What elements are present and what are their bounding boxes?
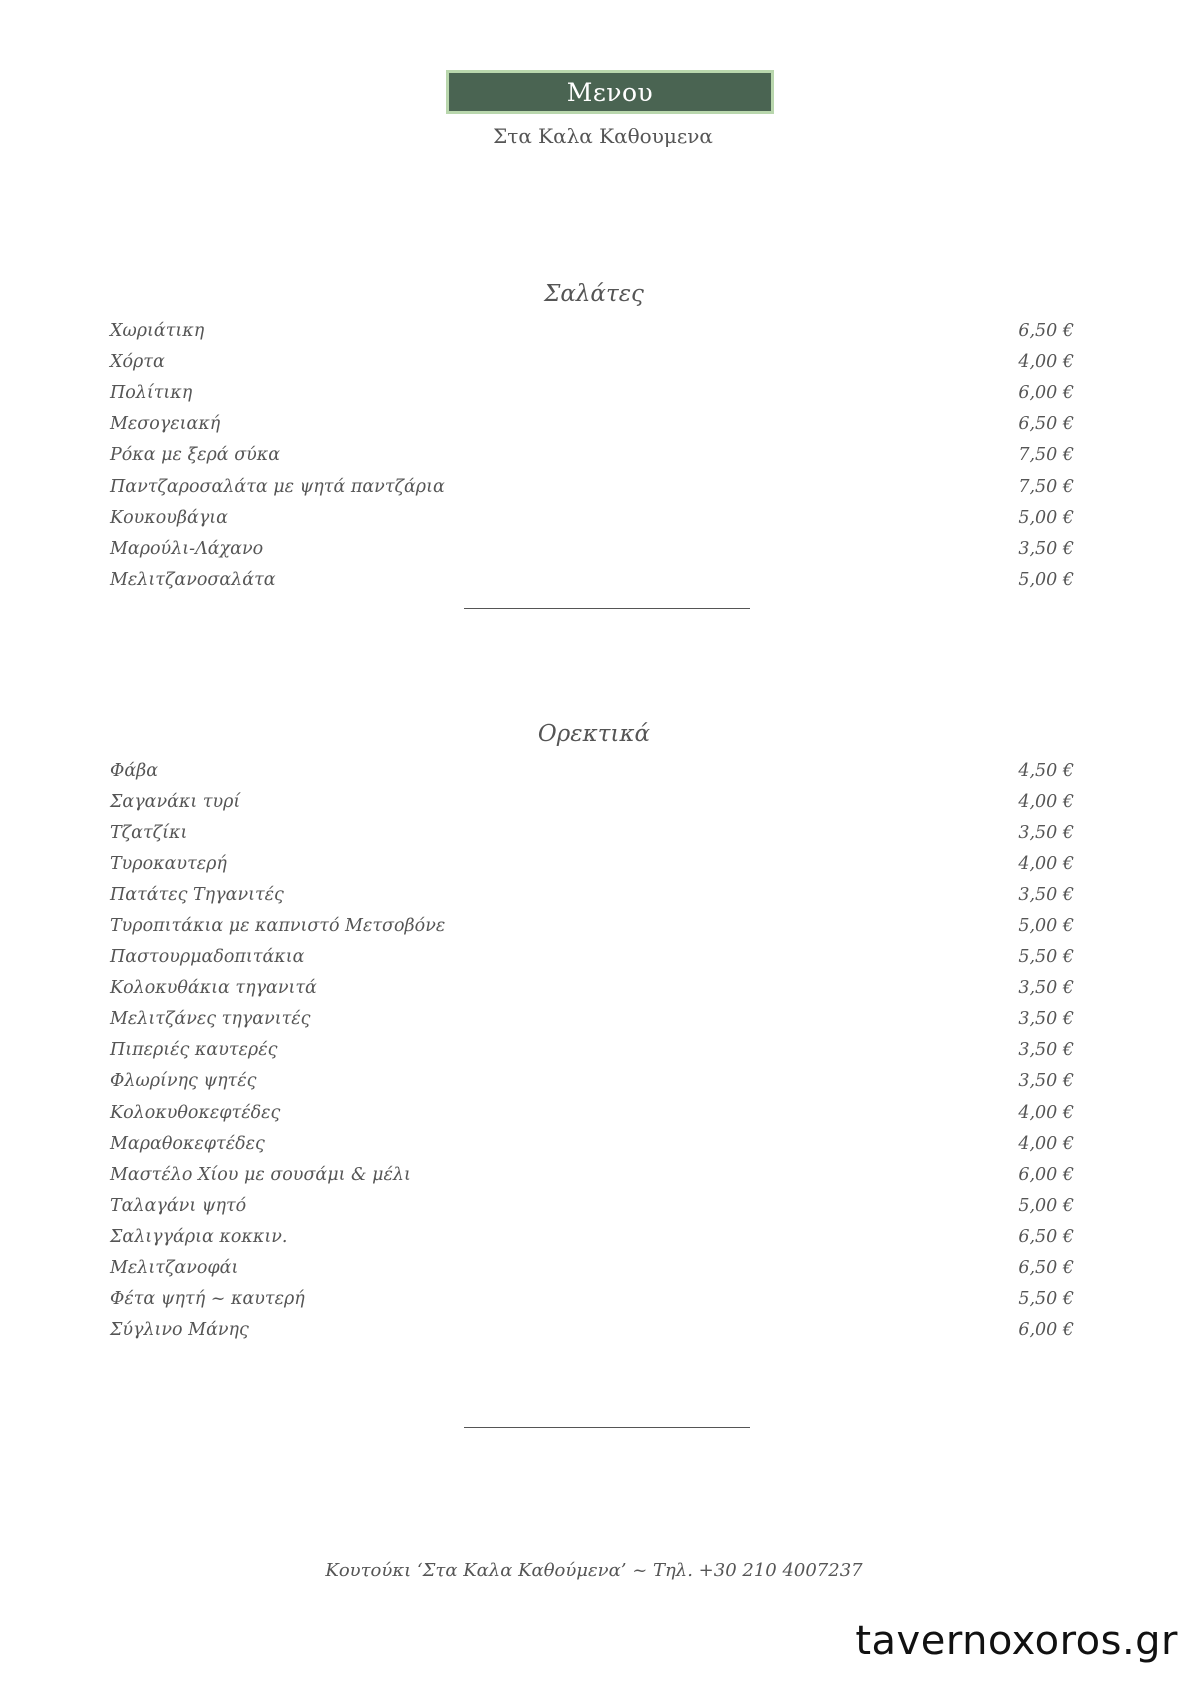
item-price: 4,00 € — [1018, 1102, 1074, 1123]
item-price: 6,50 € — [1018, 320, 1074, 341]
salads-list — [110, 315, 1074, 596]
item-price: 3,50 € — [1018, 1040, 1074, 1061]
item-name: Χωριάτικη — [110, 320, 205, 341]
item-price: 5,50 € — [1018, 947, 1074, 968]
item-name: Κολοκυθάκια τηγανιτά — [110, 978, 317, 999]
menu-item — [110, 1004, 1074, 1035]
item-name: Μελιτζάνες τηγανιτές — [110, 1009, 311, 1030]
item-price: 5,50 € — [1018, 1289, 1074, 1310]
watermark: tavernoxoros.gr — [855, 1618, 1178, 1664]
item-price: 6,00 € — [1018, 1320, 1074, 1341]
menu-subtitle: Στα Καλα Καθουμενα — [493, 124, 713, 148]
menu-item — [110, 817, 1074, 848]
menu-item — [110, 533, 1074, 564]
menu-item — [110, 848, 1074, 879]
item-name: Τυροπιτάκια με καπνιστό Μετσοβόνε — [110, 916, 446, 937]
item-price: 7,50 € — [1018, 445, 1074, 466]
item-name: Ρόκα με ξερά σύκα — [110, 445, 281, 466]
item-price: 3,50 € — [1018, 978, 1074, 999]
item-price: 6,50 € — [1018, 1226, 1074, 1247]
menu-item — [110, 1190, 1074, 1221]
menu-item — [110, 1066, 1074, 1097]
item-name: Κουκουβάγια — [110, 507, 228, 528]
item-name: Μαρούλι-Λάχανο — [110, 538, 264, 559]
menu-item — [110, 346, 1074, 377]
item-price: 5,00 € — [1018, 1195, 1074, 1216]
menu-item — [110, 1159, 1074, 1190]
item-name: Φάβα — [110, 760, 159, 781]
item-price: 6,50 € — [1018, 414, 1074, 435]
item-price: 5,00 € — [1018, 507, 1074, 528]
menu-item — [110, 315, 1074, 346]
item-name: Κολοκυθοκεφτέδες — [110, 1102, 281, 1123]
menu-item — [110, 565, 1074, 596]
menu-item — [110, 1253, 1074, 1284]
menu-item — [110, 1097, 1074, 1128]
menu-item — [110, 1221, 1074, 1252]
item-name: Τυροκαυτερή — [110, 853, 227, 874]
item-name: Μεσογειακή — [110, 414, 221, 435]
item-price: 4,50 € — [1018, 760, 1074, 781]
item-price: 6,00 € — [1018, 1164, 1074, 1185]
item-price: 3,50 € — [1018, 884, 1074, 905]
item-name: Παντζαροσαλάτα με ψητά παντζάρια — [110, 476, 445, 497]
item-name: Τζατζίκι — [110, 822, 188, 843]
item-name: Σύγλινο Μάνης — [110, 1320, 249, 1341]
footer-contact: Κουτούκι ‘Στα Καλα Καθούμενα’ ~ Τηλ. +30 210 4007237 — [325, 1560, 863, 1581]
item-name: Ταλαγάνι ψητό — [110, 1195, 247, 1216]
menu-item — [110, 755, 1074, 786]
menu-item — [110, 1315, 1074, 1346]
menu-item — [110, 377, 1074, 408]
item-name: Μαστέλο Χίου με σουσάμι & μέλι — [110, 1164, 411, 1185]
item-name: Μαραθοκεφτέδες — [110, 1133, 265, 1154]
menu-title-box — [446, 70, 774, 114]
item-price: 4,00 € — [1018, 351, 1074, 372]
item-price: 6,00 € — [1018, 382, 1074, 403]
menu-item — [110, 1284, 1074, 1315]
menu-item — [110, 879, 1074, 910]
item-name: Σαγανάκι τυρί — [110, 791, 241, 812]
item-price: 3,50 € — [1018, 1009, 1074, 1030]
menu-item — [110, 1128, 1074, 1159]
item-price: 4,00 € — [1018, 1133, 1074, 1154]
item-price: 5,00 € — [1018, 570, 1074, 591]
menu-item — [110, 786, 1074, 817]
menu-item — [110, 409, 1074, 440]
menu-item — [110, 440, 1074, 471]
salads-heading: Σαλάτες — [544, 281, 644, 307]
item-name: Χόρτα — [110, 351, 165, 372]
item-price: 5,00 € — [1018, 916, 1074, 937]
menu-item — [110, 973, 1074, 1004]
item-name: Παστουρμαδοπιτάκια — [110, 947, 305, 968]
starters-list — [110, 755, 1074, 1346]
item-name: Φλωρίνης ψητές — [110, 1071, 257, 1092]
item-price: 4,00 € — [1018, 853, 1074, 874]
item-name: Μελιτζανοφάι — [110, 1258, 239, 1279]
menu-title: Μενου — [566, 77, 654, 107]
section-divider — [464, 1427, 750, 1428]
menu-item — [110, 942, 1074, 973]
item-price: 6,50 € — [1018, 1258, 1074, 1279]
menu-item — [110, 502, 1074, 533]
item-price: 7,50 € — [1018, 476, 1074, 497]
item-price: 4,00 € — [1018, 791, 1074, 812]
item-name: Μελιτζανοσαλάτα — [110, 570, 276, 591]
menu-item — [110, 471, 1074, 502]
section-divider — [464, 608, 750, 609]
menu-item — [110, 1035, 1074, 1066]
item-name: Πιπεριές καυτερές — [110, 1040, 278, 1061]
item-price: 3,50 € — [1018, 822, 1074, 843]
item-name: Φέτα ψητή ~ καυτερή — [110, 1289, 305, 1310]
item-name: Πολίτικη — [110, 382, 193, 403]
item-price: 3,50 € — [1018, 538, 1074, 559]
item-name: Σαλιγγάρια κοκκιν. — [110, 1226, 288, 1247]
starters-heading: Ορεκτικά — [537, 721, 651, 747]
item-price: 3,50 € — [1018, 1071, 1074, 1092]
item-name: Πατάτες Τηγανιτές — [110, 884, 284, 905]
menu-item — [110, 910, 1074, 941]
